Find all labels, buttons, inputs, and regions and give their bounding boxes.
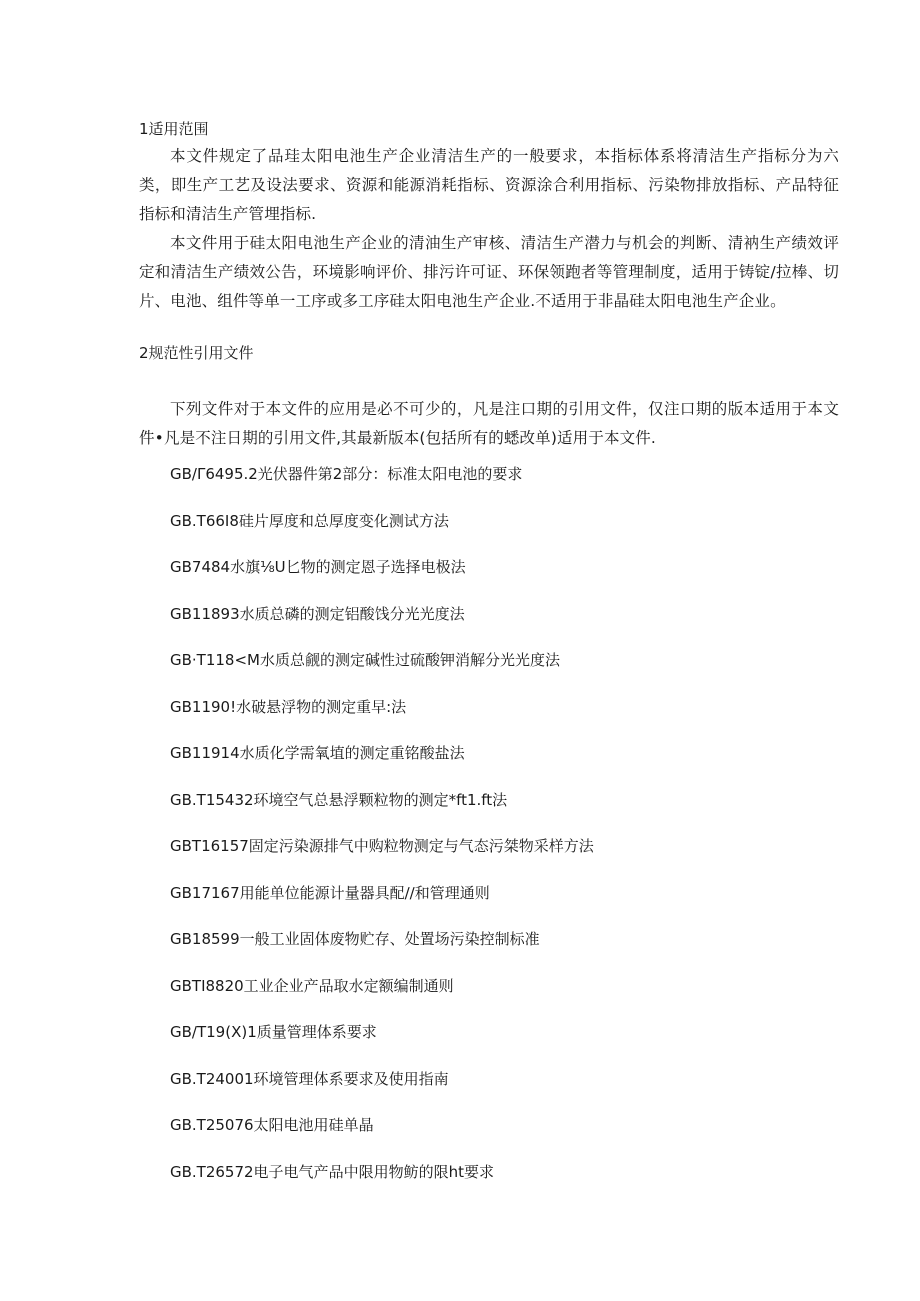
reference-list: [170, 463, 594, 1207]
section-1-paragraph-1: 本文件规定了品珪太阳电池生产企业清洁生产的一般要求，本指标体系将清洁生产指标分为六类，即生产工艺及设法要求、资源和能源消耗指标、资源涂合利用指标、污染物排放指标、产品特征指标和清洁生产管埋指标.: [139, 147, 839, 223]
reference-item: GB.T66I8硅片厚度和总厚度变化测试方法: [170, 511, 449, 530]
reference-item: GBTI8820工业企业产品取水定额编制通则: [170, 976, 454, 995]
reference-item: GB.T15432环境空气总悬浮颗粒物的测定*ft1.ft法: [170, 790, 508, 809]
reference-item: GB·T118<M水质总觎的测定碱性过硫酸钾消解分光光度法: [170, 651, 560, 669]
section-1-paragraph-2: 本文件用于硅太阳电池生产企业的清油生产审核、清洁生产潜力与机会的判断、清衲生产绩效评定和清洁生产绩效公告，环境影响评价、排污许可证、环保领跑者等管理制度，适用于铸锭/拉棒、切片、电池、组件等单一工序或多工序硅太阳电池生产企业.不适用于非晶硅太阳电池生产企业。: [139, 234, 839, 310]
reference-item: GB11893水质总磷的测定铝酸饯分光光度法: [170, 604, 465, 623]
section-1-heading: 1适用范围: [139, 120, 209, 138]
reference-item: GB.T24001环境管理体系要求及使用指南: [170, 1069, 449, 1088]
reference-item: GB17167用能单位能源计量器具配∕∕和管理通则: [170, 883, 490, 902]
reference-item: GB1190!水破悬浮物的测定重早:法: [170, 697, 407, 716]
reference-item: GB11914水质化学需氧埴的测定重铭酸盐法: [170, 744, 465, 762]
reference-item: GB/T19(X)1质量管理体系要求: [170, 1023, 377, 1041]
section-2-intro: 下列文件对于本文件的应用是必不可少的，凡是注口期的引用文件，仅注口期的版本适用于本文件•凡是不注日期的引用文件,其最新版本(包括所有的蟋改单)适用于本文件.: [139, 400, 839, 447]
reference-item: GB/Γ6495.2光伏器件第2部分：标准太阳电池的要求: [170, 465, 523, 483]
reference-item: GB.T25076太阳电池用硅单晶: [170, 1116, 374, 1134]
reference-item: GBT16157固定污染源排气中购粒物测定与气态污桀物采样方法: [170, 837, 594, 855]
reference-item: GB.T26572电子电气产品中限用物鲂的限ht要求: [170, 1162, 494, 1181]
reference-item: GB7484水旗⅛U匕物的测定恩子选择电极法: [170, 558, 466, 576]
reference-item: GB18599一般工业固体废物贮存、处置场污染控制标准: [170, 930, 540, 948]
section-2-heading: 2规范性引用文件: [139, 344, 254, 362]
